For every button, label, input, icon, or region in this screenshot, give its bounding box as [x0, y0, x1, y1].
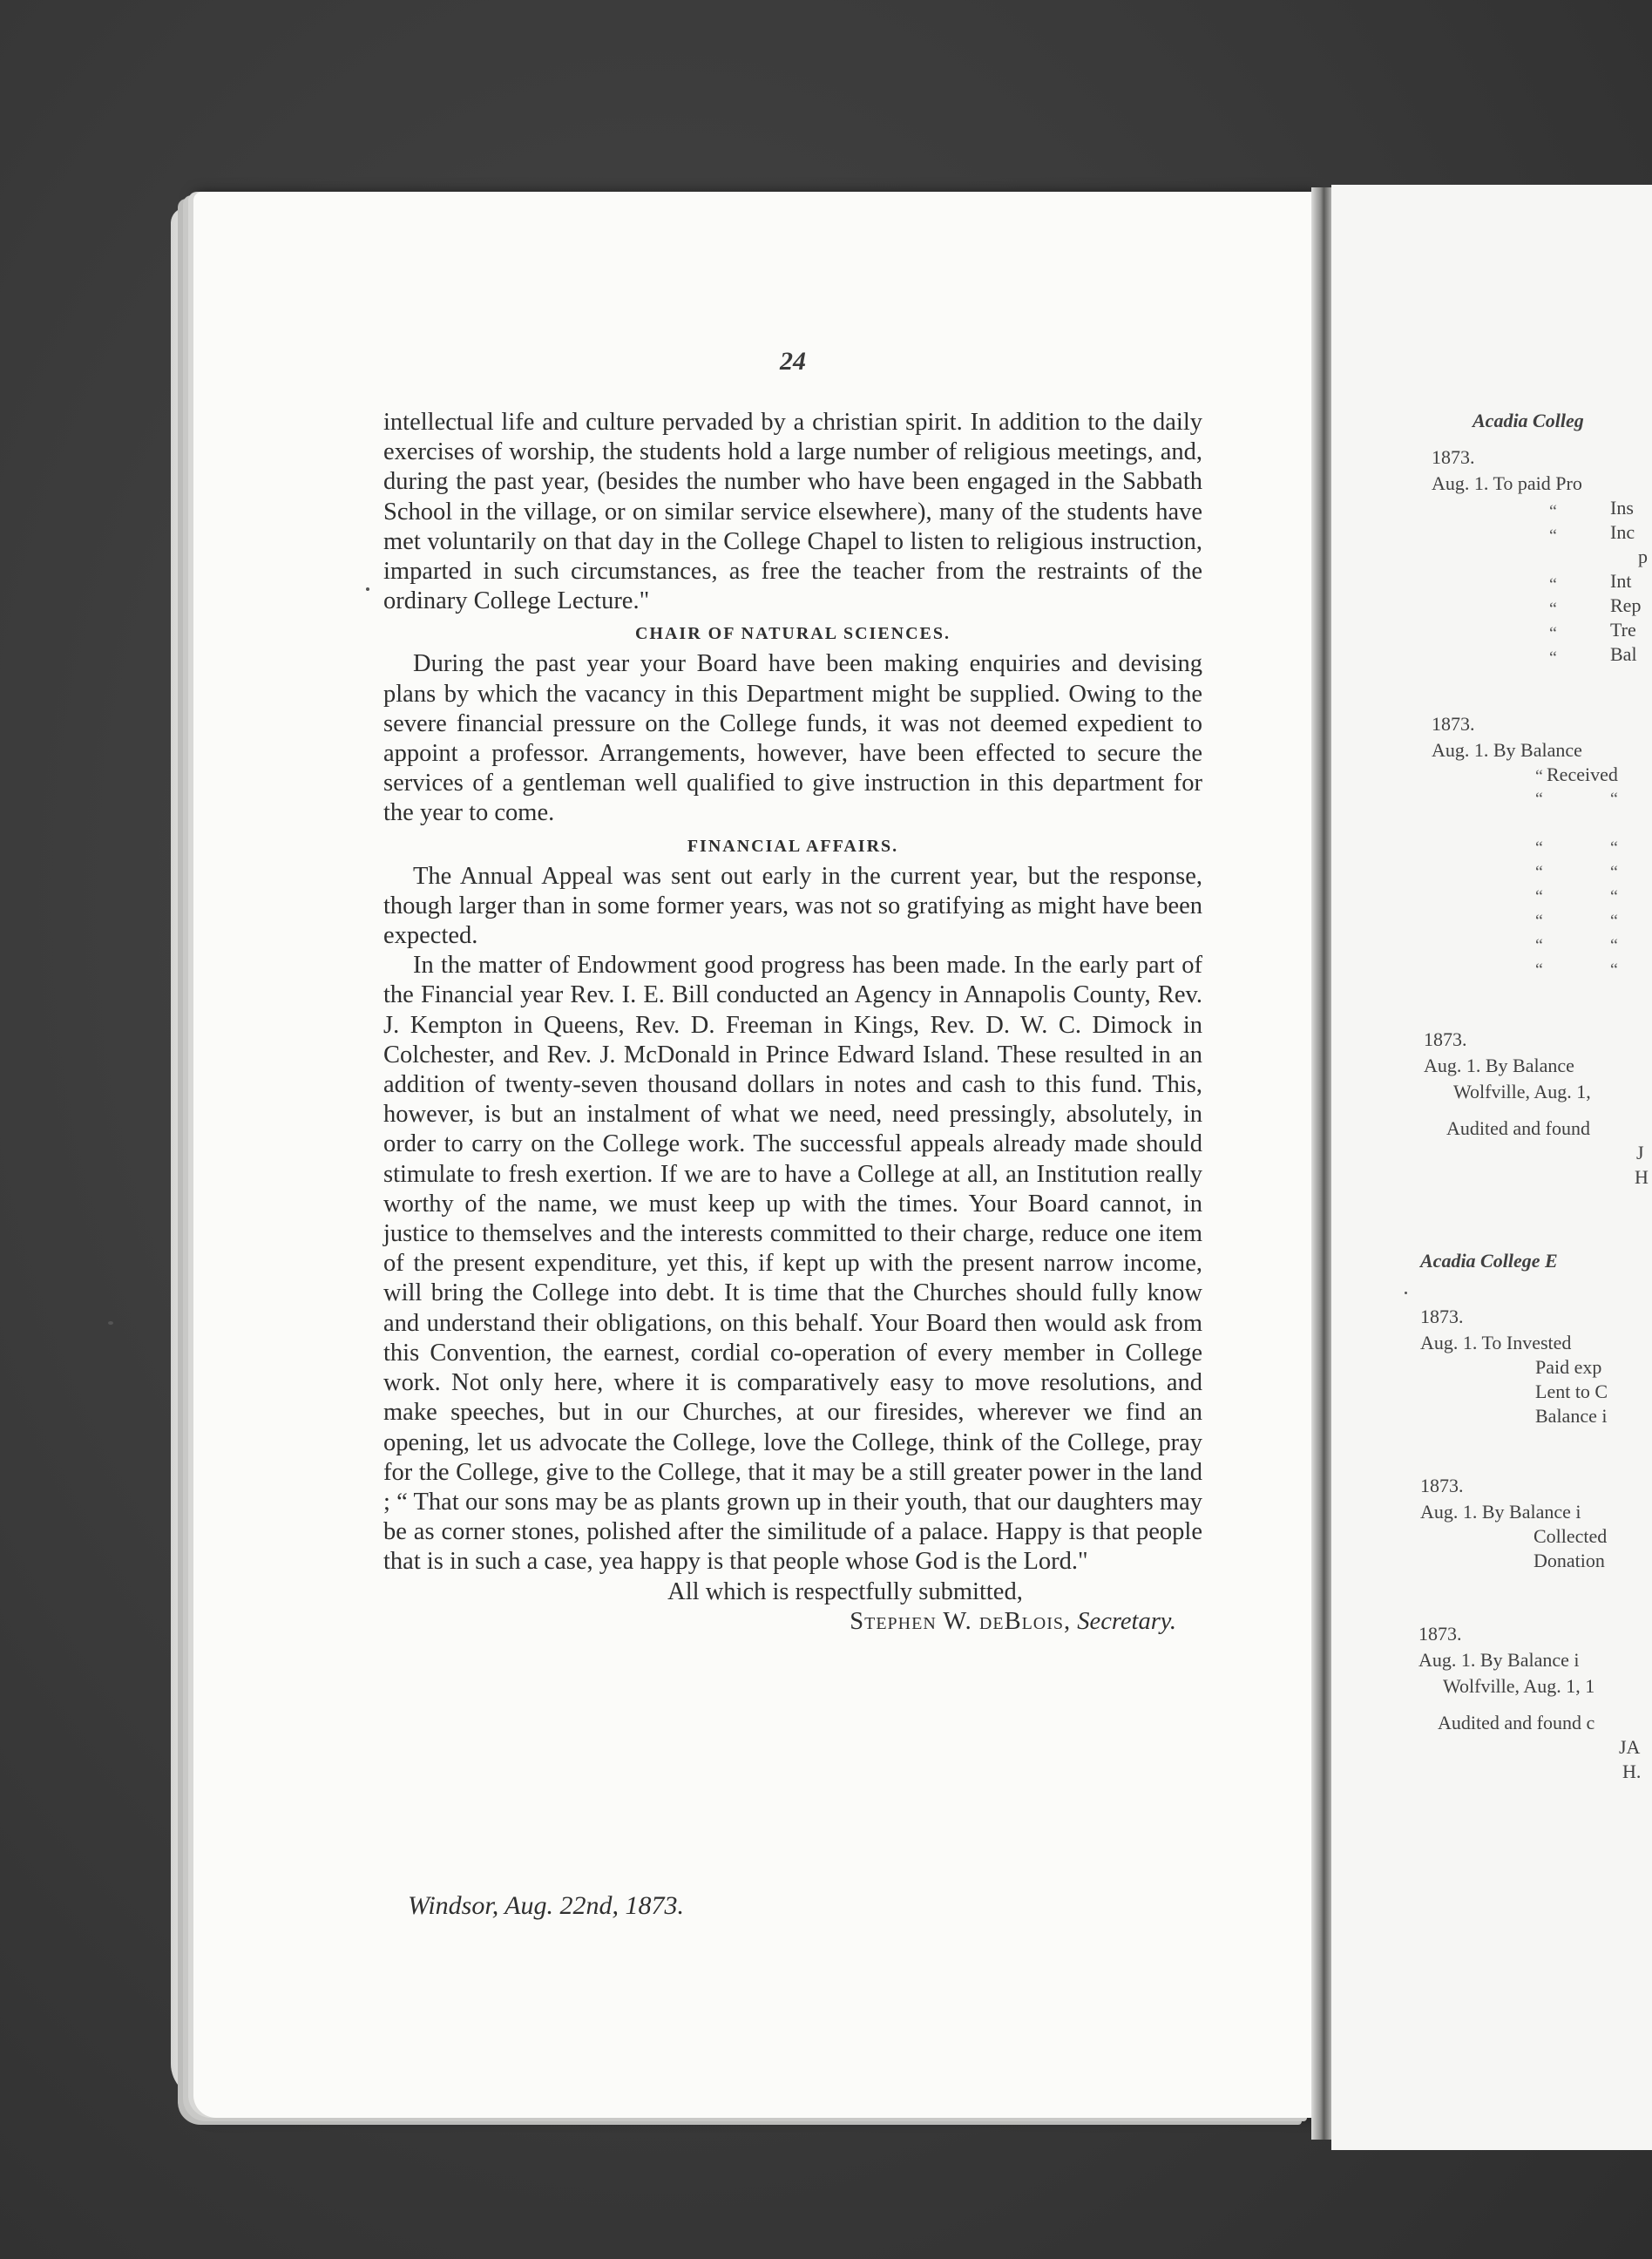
scan-speck [108, 1321, 113, 1325]
ditto-mark: “ [1549, 502, 1557, 521]
right-line-3e: H [1635, 1166, 1649, 1188]
right-year-6: 1873. [1418, 1623, 1462, 1645]
ditto-mark: “ [1549, 624, 1557, 643]
right-item-5a: Collected [1534, 1525, 1608, 1547]
right-heading-2: Acadia College E [1420, 1250, 1558, 1272]
right-item-1b: Inc [1610, 521, 1635, 543]
right-year-5: 1873. [1420, 1475, 1464, 1496]
right-line-6: Aug. 1. By Balance i [1418, 1649, 1580, 1671]
book-gutter [1311, 187, 1332, 2140]
right-item-1a: Ins [1610, 497, 1634, 519]
signature-name: Stephen W. deBlois, [850, 1607, 1072, 1635]
scan-speck [1405, 1292, 1407, 1294]
ditto-mark: “ [1610, 838, 1618, 858]
ditto-mark: “ [1610, 887, 1618, 906]
right-item-1d: Int [1610, 570, 1632, 592]
page-number: 24 [780, 347, 806, 376]
right-item-4a: Paid exp [1535, 1356, 1602, 1378]
ditto-mark: “ [1610, 790, 1618, 809]
right-line-4: Aug. 1. To Invested [1420, 1332, 1572, 1353]
ditto-mark: “ [1549, 575, 1557, 594]
ditto-mark: “ [1535, 936, 1543, 955]
paragraph-intellectual-life: intellectual life and culture pervaded by a christian spirit. In addition to the daily exercises of worship, the students hold a large number of religious meetings, and, during the past year, (besides the number who have been engaged in the Sabbath School in the village, or on similar service elsewhere), many of the students have met voluntarily on that day in the College Chapel to listen to religious instruction, imparted in such circumstances, as free the teacher from the restraints of the ordinary College Lecture." [383, 409, 1202, 615]
ditto-mark: “ [1535, 790, 1543, 809]
paragraph-natural-sciences: During the past year your Board have been making enquiries and devising plans by which the vacancy in this Department might be supplied. Owing to the severe financial pressure on the College funds, it was not deemed expedient to appoint a professor. Arrangements, however, have been effected to secure the services of a gentleman well qualified to give instruction in this department for the year to come. [383, 650, 1202, 827]
right-year-1: 1873. [1432, 446, 1475, 468]
heading-natural-sciences: CHAIR OF NATURAL SCIENCES. [634, 624, 951, 644]
right-year-2: 1873. [1432, 713, 1475, 735]
right-item-5b: Donation [1534, 1550, 1605, 1571]
right-line-6c: Audited and found c [1438, 1712, 1595, 1733]
ditto-mark: “ [1535, 912, 1543, 931]
right-line-6e: H. [1622, 1760, 1642, 1782]
right-item-1g: Bal [1610, 643, 1637, 665]
right-line-3d: J [1636, 1142, 1644, 1163]
ditto-mark: “ [1549, 648, 1557, 668]
right-line-6d: JA [1619, 1736, 1641, 1758]
right-line-1: Aug. 1. To paid Pro [1432, 472, 1582, 494]
right-item-1e: Rep [1610, 594, 1642, 616]
ditto-mark: “ [1610, 863, 1618, 882]
heading-financial-affairs: FINANCIAL AFFAIRS. [687, 836, 899, 856]
right-line-3c: Audited and found [1446, 1117, 1590, 1139]
ditto-mark: “ [1610, 912, 1618, 931]
ditto-mark: “ [1535, 887, 1543, 906]
right-year-3: 1873. [1424, 1028, 1467, 1050]
right-year-4: 1873. [1420, 1306, 1464, 1327]
ditto-mark: “ [1535, 838, 1543, 858]
ditto-mark: “ [1535, 767, 1543, 786]
right-line-2b: Received [1547, 763, 1618, 785]
right-item-1f: Tre [1610, 619, 1636, 641]
paragraph-annual-appeal: The Annual Appeal was sent out early in the current year, but the response, though larger than in some former years, was not so gratifying as might have been expected. [383, 862, 1202, 950]
right-line-6b: Wolfville, Aug. 1, 1 [1443, 1675, 1595, 1697]
right-item-4b: Lent to C [1535, 1380, 1608, 1402]
paragraph-endowment: In the matter of Endowment good progress has been made. In the early part of the Financial year Rev. I. E. Bill conducted an Agency in Annapolis County, Rev. J. Kempton in Queens, Rev. D. Freeman in Kings, Rev. D. W. C. Dimock in Colchester, and Rev. J. McDonald in Prince Edward Island. These resulted in an addition of twenty-seven thousand dollars in notes and cash to this fund. This, however, is but an instalment of what we need, need pressingly, absolutely, in order to carry on the College work. The successful appeals already made should stimulate to fresh exertion. If we are to have a College at all, an Institution really worthy of the name, we must keep up with the times. Your Board cannot, in justice to themselves and the interests committed to their charge, reduce one item of the present expenditure, yet this, if kept up with the present narrow income, will bring the College into debt. It is time that the Churches should fully know and understand their obligations, on this behalf. Your Board then would ask from this Convention, the earnest, cordial co-operation of every member in College work. Not only here, where it is comparatively easy to move resolutions, and make speeches, but in our Churches, at our firesides, wherever we find an opening, let us advocate the College, love the College, think of the College, pray for the College, give to the College, that it may be a still greater power in the land ; “ That our sons may be as plants grown up in their youth, that our daughters may be as corner stones, polished after the similitude of a palace. Happy is that people that is in such a case, yea happy is that people whose God is the Lord." [383, 952, 1202, 1576]
ditto-mark: “ [1549, 526, 1557, 546]
closing-line: All which is respectfully submitted, [667, 1577, 1023, 1605]
ditto-mark: “ [1610, 936, 1618, 955]
right-line-2: Aug. 1. By Balance [1432, 739, 1582, 761]
right-heading-1: Acadia Colleg [1473, 410, 1584, 431]
scan-speck [366, 587, 369, 591]
ditto-mark: “ [1610, 960, 1618, 980]
ditto-mark: “ [1535, 863, 1543, 882]
right-item-1c: p [1638, 546, 1648, 567]
right-line-5: Aug. 1. By Balance i [1420, 1501, 1581, 1523]
dateline: Windsor, Aug. 22nd, 1873. [408, 1891, 684, 1920]
signature [383, 1607, 1202, 1637]
right-line-3: Aug. 1. By Balance [1424, 1055, 1574, 1076]
right-line-3b: Wolfville, Aug. 1, [1453, 1081, 1591, 1102]
body-text [383, 408, 1202, 1637]
ditto-mark: “ [1549, 600, 1557, 619]
ditto-mark: “ [1535, 960, 1543, 980]
right-item-4c: Balance i [1535, 1405, 1608, 1427]
signature-role: Secretary. [1077, 1607, 1176, 1635]
